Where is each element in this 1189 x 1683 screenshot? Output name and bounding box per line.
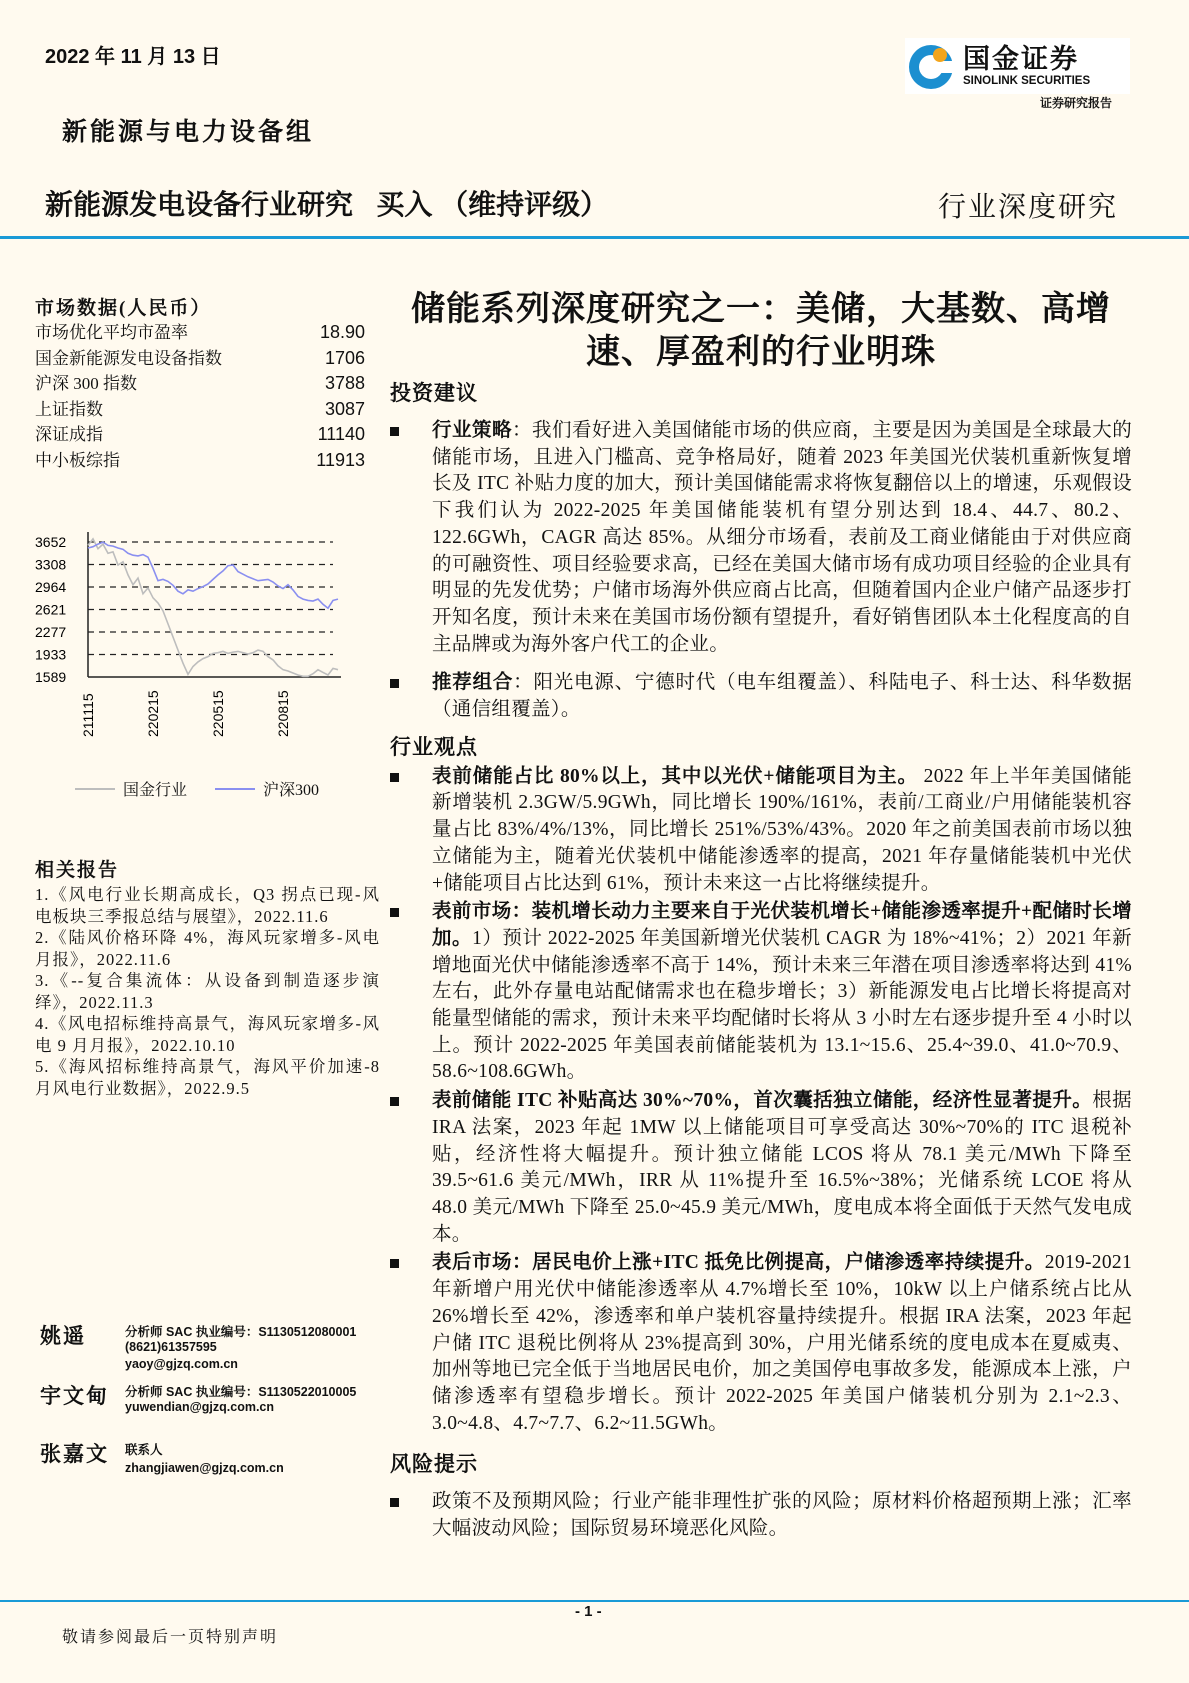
bullet-paragraph: [390, 1250, 1132, 1437]
market-row: [35, 320, 365, 345]
bullet-square-icon: [390, 773, 399, 782]
market-row: [35, 371, 365, 396]
analyst-email[interactable]: zhangjiawen@gjzq.com.cn: [125, 1460, 284, 1475]
legend-label: 沪深300: [263, 782, 320, 799]
related-report-item[interactable]: 3.《--复合集流体：从设备到制造逐步演绎》，2022.11.3: [35, 971, 380, 1012]
x-tick-label: 220815: [275, 690, 291, 737]
analyst-sac: 分析师 SAC 执业编号：S1130512080001: [125, 1325, 357, 1339]
bullet-body: ：阳光电源、宁德时代（电车组覆盖）、科陆电子、科士达、科华数据（通信组覆盖）。: [432, 672, 1132, 721]
analyst-sac: 分析师 SAC 执业编号：S1130522010005: [125, 1385, 357, 1399]
market-data-title: 市场数据(人民币）: [35, 298, 212, 319]
bullet-square-icon: [390, 1259, 399, 1268]
bullet-body: ：我们看好进入美国储能市场的供应商，主要是因为美国是全球最大的储能市场，且进入门槛高、竞争格局好，随着 2023 年美国光伏装机重新恢复增长及 ITC 补贴力度的加大，预计美国储能需求将恢复翻倍以上的增速，乐观假设下我们认为 2022-2025 年美国储能装机有望分别达到 18.4、44.7、80.2、122.6GWh，CAGR 高达 85%。从细分市场看，表前及工商业储能由于对供应商的可融资性、项目经验要求高，已经在美国大储市场有成功项目经验的企业具有明显的先发优势；户储市场海外供应商占比高，但随着国内企业户储产品逐步打开知名度，预计未来在美国市场份额有望提升，看好销售团队本土化程度高的自主品牌或为海外客户代工的企业。: [432, 420, 1132, 655]
analyst-card: [40, 1438, 284, 1475]
legend-label: 国金行业: [123, 782, 188, 799]
x-tick-label: 220515: [210, 690, 226, 737]
market-label: 国金新能源发电设备指数: [35, 348, 222, 368]
market-label: 深证成指: [35, 425, 103, 444]
bullet-body: 根据 IRA 法案，2023 年起 1MW 以上储能项目可享受高达 30%~70%的 ITC 退税补贴，经济性将大幅提升。预计独立储能 LCOS 将从 78.1 美元/MWh 下降至 39.5~61.6 美元/MWh，IRR 从 11%提升至 16.5%~38%；光储系统 LCOE 将从 48.0 美元/MWh 下降至 25.0~45.9 美元/MWh，度电成本将全面低于天然气发电成本。: [432, 1090, 1132, 1245]
market-value: 1706: [324, 347, 365, 368]
page-number: - 1 -: [575, 1603, 602, 1620]
analyst-phone: (8621)61357595: [125, 1339, 217, 1354]
bullet-lead: 表后市场：居民电价上涨+ITC 抵免比例提高，户储渗透率持续提升。: [432, 1252, 1045, 1274]
legend-swatch: [215, 788, 255, 790]
industry-rating-headline: 新能源发电设备行业研究 买入 （维持评级）: [45, 189, 609, 220]
report-title-line: 储能系列深度研究之一：美储，大基数、高增: [411, 291, 1111, 328]
bullet-paragraph: [390, 1088, 1132, 1248]
series-line-hs300: [88, 542, 338, 608]
footer-divider: [0, 1600, 1189, 1602]
logo-mark-icon: [907, 41, 957, 91]
market-label: 中小板综指: [35, 450, 120, 470]
bullet-square-icon: [390, 427, 399, 436]
index-performance-chart: [35, 520, 355, 750]
y-tick-label: 2277: [35, 623, 67, 640]
related-report-item[interactable]: 1.《风电行业长期高成长，Q3 拐点已现-风电板块三季报总结与展望》，2022.11.6: [35, 885, 380, 926]
market-value: 11140: [317, 424, 365, 444]
bullet-square-icon: [390, 1097, 399, 1106]
section-heading: 风险提示: [390, 1452, 478, 1477]
header-divider: [0, 236, 1189, 239]
contact-role: 联系人: [125, 1443, 163, 1457]
analyst-card: [40, 1320, 356, 1372]
series-line-industry: [88, 539, 338, 676]
report-title: [385, 288, 1137, 374]
bullet-body: 政策不及预期风险；行业产能非理性扩张的风险；原材料价格超预期上涨；汇率大幅波动风险；国际贸易环境恶化风险。: [432, 1491, 1132, 1540]
report-date: 2022 年 11 月 13 日: [45, 46, 221, 68]
footer-disclaimer: 敬请参阅最后一页特别声明: [62, 1629, 279, 1646]
related-reports-title: 相关报告: [35, 860, 120, 881]
y-tick-label: 2621: [35, 601, 67, 618]
legend-item-industry: [75, 777, 187, 800]
bullet-body: 2019-2021 年新增户用光伏中储能渗透率从 4.7%增长至 10%，10kW 以上户储系统占比从 26%增长至 42%，渗透率和单户装机容量持续提升。根据 IRA 法案，2023 年起户储 ITC 退税比例将从 23%提高到 30%，户用光储系统的度电成本在夏威夷、加州等地已完全低于当地居民电价，加之美国停电事故多发，能源成本上涨，户储渗透率有望稳步增长。预计 2022-2025 年美国户储装机分别为 2.1~2.3、3.0~4.8、4.7~7.7、6.2~11.5GWh。: [432, 1252, 1132, 1434]
market-value: 3788: [324, 373, 365, 393]
section-heading: 行业观点: [390, 734, 478, 759]
y-tick-label: 1933: [35, 646, 67, 663]
y-tick-label: 3308: [35, 556, 67, 573]
analyst-email[interactable]: yaoy@gjzq.com.cn: [125, 1357, 238, 1371]
market-row: [35, 448, 365, 473]
bullet-square-icon: [390, 1498, 399, 1507]
y-tick-label: 2964: [35, 579, 67, 596]
logo-en: SINOLINK SECURITIES: [963, 75, 1091, 87]
y-tick-label: 1589: [35, 669, 67, 685]
bullet-square-icon: [390, 908, 399, 917]
bullet-paragraph: [390, 1489, 1132, 1542]
report-title-line: 速、厚盈利的行业明珠: [586, 334, 936, 371]
market-row: [35, 422, 365, 447]
company-logo: [905, 38, 1130, 94]
bullet-paragraph: [390, 670, 1132, 723]
bullet-lead: 行业策略: [432, 420, 513, 441]
bullet-lead: 表前储能占比 80%以上，其中以光伏+储能项目为主。: [432, 765, 918, 787]
market-label: 市场优化平均市盈率: [35, 323, 188, 342]
market-value: 3087: [324, 398, 365, 419]
bullet-lead: 表前市场：装机增长动力主要来自于光伏装机增长+储能渗透率提升+配储时长增加。: [432, 901, 1132, 949]
related-report-item[interactable]: 4.《风电招标维持高景气，海风玩家增多-风电 9 月月报》，2022.10.10: [35, 1014, 380, 1055]
related-reports: [35, 855, 380, 1099]
analyst-card: [40, 1380, 356, 1414]
logo-cn: 国金证券: [963, 44, 1079, 74]
bullet-paragraph: [390, 418, 1132, 658]
analyst-name: 宇文甸: [40, 1384, 109, 1408]
research-group: 新能源与电力设备组: [62, 119, 315, 146]
market-row: [35, 397, 365, 422]
section-heading: 投资建议: [390, 381, 478, 405]
bullet-body: 2022 年上半年美国储能新增装机 2.3GW/5.9GWh，同比增长 190%/161%，表前/工商业/户用储能装机容量占比 83%/4%/13%，同比增长 251%/53%/43%。2020 年之前美国表前市场以独立储能为主，随着光伏装机中储能渗透率的提高，2021 年存量储能装机中光伏+储能项目占比达到 61%，预计未来这一占比将继续提升。: [432, 765, 1133, 894]
analyst-name: 张嘉文: [40, 1442, 109, 1466]
report-type: 证券研究报告: [1040, 96, 1113, 110]
legend-swatch: [75, 788, 115, 790]
analyst-name: 姚遥: [40, 1324, 86, 1348]
analyst-email[interactable]: yuwendian@gjzq.com.cn: [125, 1399, 275, 1414]
bullet-paragraph: [390, 764, 1132, 898]
x-tick-label: 211115: [80, 693, 96, 737]
market-row: [35, 346, 365, 371]
market-label: 上证指数: [35, 399, 103, 419]
bullet-lead: 推荐组合: [432, 672, 514, 694]
bullet-body: 1）预计 2022-2025 年美国新增光伏装机 CAGR 为 18%~41%；2）2021 年新增地面光伏中储能渗透率不高于 14%，预计未来三年潜在项目渗透率将达到 41%左右，此外存量电站配储需求也在稳步增长；3）新能源发电占比增长将提高对能量型储能的需求，预计未来平均配储时长将从 3 小时左右逐步提升至 4 小时以上。预计 2022-2025 年美国表前储能装机为 13.1~15.6、25.4~39.0、41.0~70.9、58.6~108.6GWh。: [432, 927, 1132, 1083]
related-report-item[interactable]: 2.《陆风价格环降 4%，海风玩家增多-风电月报》，2022.11.6: [35, 928, 380, 969]
x-tick-label: 220215: [145, 690, 161, 737]
y-tick-label: 3652: [35, 534, 67, 550]
related-report-item[interactable]: 5.《海风招标维持高景气，海风平价加速-8 月风电行业数据》，2022.9.5: [35, 1057, 380, 1098]
bullet-paragraph: [390, 899, 1132, 1086]
main-column: [385, 288, 1137, 1543]
legend-item-hs300: [215, 777, 319, 800]
market-value: 18.90: [319, 322, 365, 342]
market-label: 沪深 300 指数: [35, 374, 137, 393]
bullet-square-icon: [390, 679, 399, 688]
bullet-lead: 表前储能 ITC 补贴高达 30%~70%，首次囊括独立储能，经济性显著提升。: [432, 1090, 1093, 1112]
market-value: 11913: [316, 449, 365, 470]
document-kind: 行业深度研究: [938, 192, 1119, 223]
